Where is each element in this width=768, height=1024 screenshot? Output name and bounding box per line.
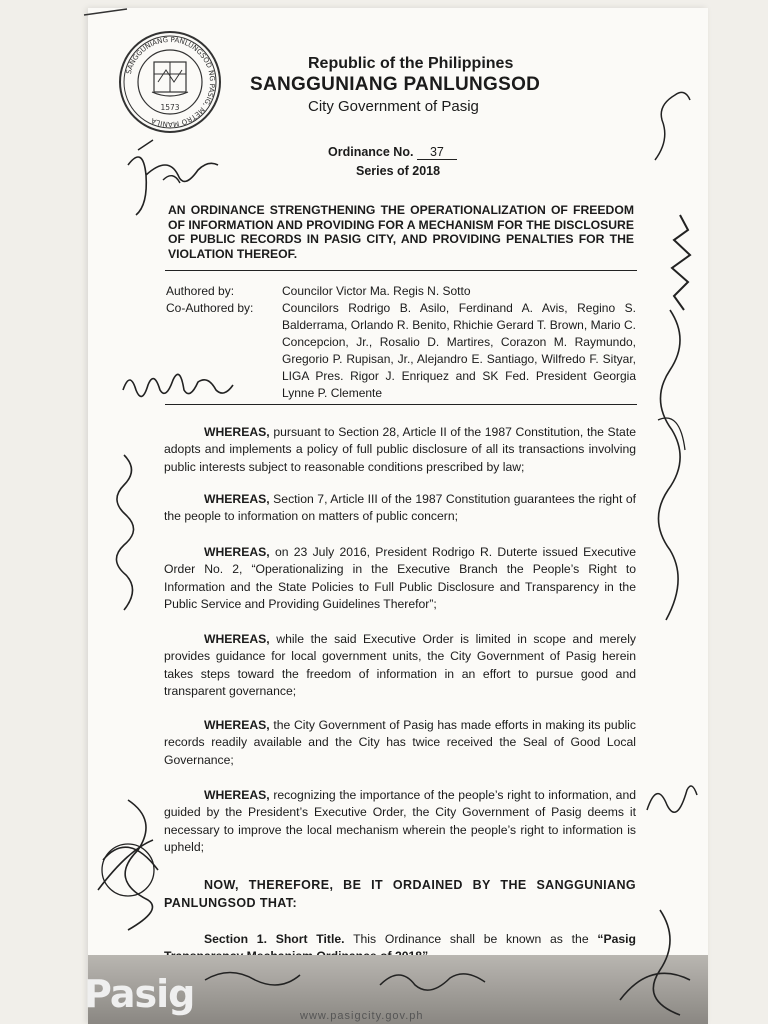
signature xyxy=(640,300,700,640)
city-seal xyxy=(118,30,222,134)
city-government-line: City Government of Pasig xyxy=(308,98,479,115)
signature xyxy=(88,790,168,940)
signature xyxy=(600,900,700,1020)
ordinance-number-block xyxy=(328,145,457,178)
whereas-clause: WHEREAS, on 23 July 2016, President Rodrigo R. Duterte issued Executive Order No. 2, “Operationalizing in the Executive Branch the People’s Right to Information and the State Policies to Full Public Disclosure and Transparency in the Public Service and Providing Guidelines Therefor”; xyxy=(164,545,636,612)
seal-year: 1573 xyxy=(160,103,180,112)
seal-ring-text: SANGGUNIANG PANLUNGSOD NG PASIG, METRO MANILA xyxy=(124,35,217,129)
whereas-clause: WHEREAS, recognizing the importance of the people’s right to information, and guided by the President’s Executive Order, the City Government of Pasig deems it necessary to improve the local mechanism wherein the people’s right to information is upheld; xyxy=(164,788,636,855)
whereas-clause: WHEREAS, while the said Executive Order is limited in scope and merely provides guidance for local government units, the City Government of Pasig herein takes steps toward the freedom of information in an effort to pursue good and transparent governance; xyxy=(164,632,636,699)
ordinance-title: AN ORDINANCE STRENGTHENING THE OPERATIONALIZATION OF FREEDOM OF INFORMATION AND PROVIDING FOR A MECHANISM FOR THE DISCLOSURE OF PUBLIC RECORDS IN PASIG CITY, AND PROVIDING PENALTIES FOR THE VIOLATION THEREOF. xyxy=(168,203,634,261)
signature xyxy=(118,135,228,225)
republic-line: Republic of the Philippines xyxy=(308,55,514,72)
whereas-clause: WHEREAS, the City Government of Pasig has made efforts in making its public records readily available and the City has twice received the Seal of Good Local Governance; xyxy=(164,718,636,767)
footer-url: www.pasigcity.gov.ph xyxy=(300,1010,424,1022)
whereas-clause: WHEREAS, Section 7, Article III of the 1987 Constitution guarantees the right of the people to information on matters of public concern; xyxy=(164,492,636,524)
divider xyxy=(165,270,637,271)
whereas-clause: WHEREAS, pursuant to Section 28, Article II of the 1987 Constitution, the State adopts and implements a policy of full public disclosure of all its transactions involving public interests subject to reasonable conditions prescribed by law; xyxy=(164,425,636,474)
pasig-logo: Pasig xyxy=(84,972,195,1016)
ordinance-number: 37 xyxy=(417,145,457,160)
enacting-clause: NOW, THEREFORE, BE IT ORDAINED BY THE SANGGUNIANG PANLUNGSOD THAT: xyxy=(164,878,636,910)
signature xyxy=(104,450,144,620)
signature xyxy=(640,80,700,170)
signature xyxy=(200,960,500,1000)
pen-mark xyxy=(82,6,132,18)
section-1: Section 1. Short Title. This Ordinance shall be known as the “Pasig xyxy=(204,932,636,946)
authored-value: Councilor Victor Ma. Regis N. Sotto xyxy=(282,284,471,298)
ordinance-series: Series of 2018 xyxy=(356,164,441,178)
signature xyxy=(642,770,702,830)
coauthored-label: Co-Authored by: xyxy=(166,301,254,315)
letterhead xyxy=(250,55,580,115)
signature xyxy=(118,360,248,410)
council-name: SANGGUNIANG PANLUNGSOD xyxy=(250,74,541,95)
coauthored-value: Councilors Rodrigo B. Asilo, Ferdinand A. Avis, Regino S. Balderrama, Orlando R. Benito, Rhichie Gerard T. Brown, Mario C. Concepcion, Jr., Rosalio D. Martires, Corazon M. Raymundo, Gregorio P. Rupisan, Jr., Alejandro E. Santiago, Wilfredo F. Sityar, LIGA Pres. Rigor J. Enriquez and SK Fed. President Georgia Lynne P. Clemente xyxy=(282,301,636,400)
ordinance-label: Ordinance No. xyxy=(328,145,414,159)
authored-label: Authored by: xyxy=(166,284,235,298)
